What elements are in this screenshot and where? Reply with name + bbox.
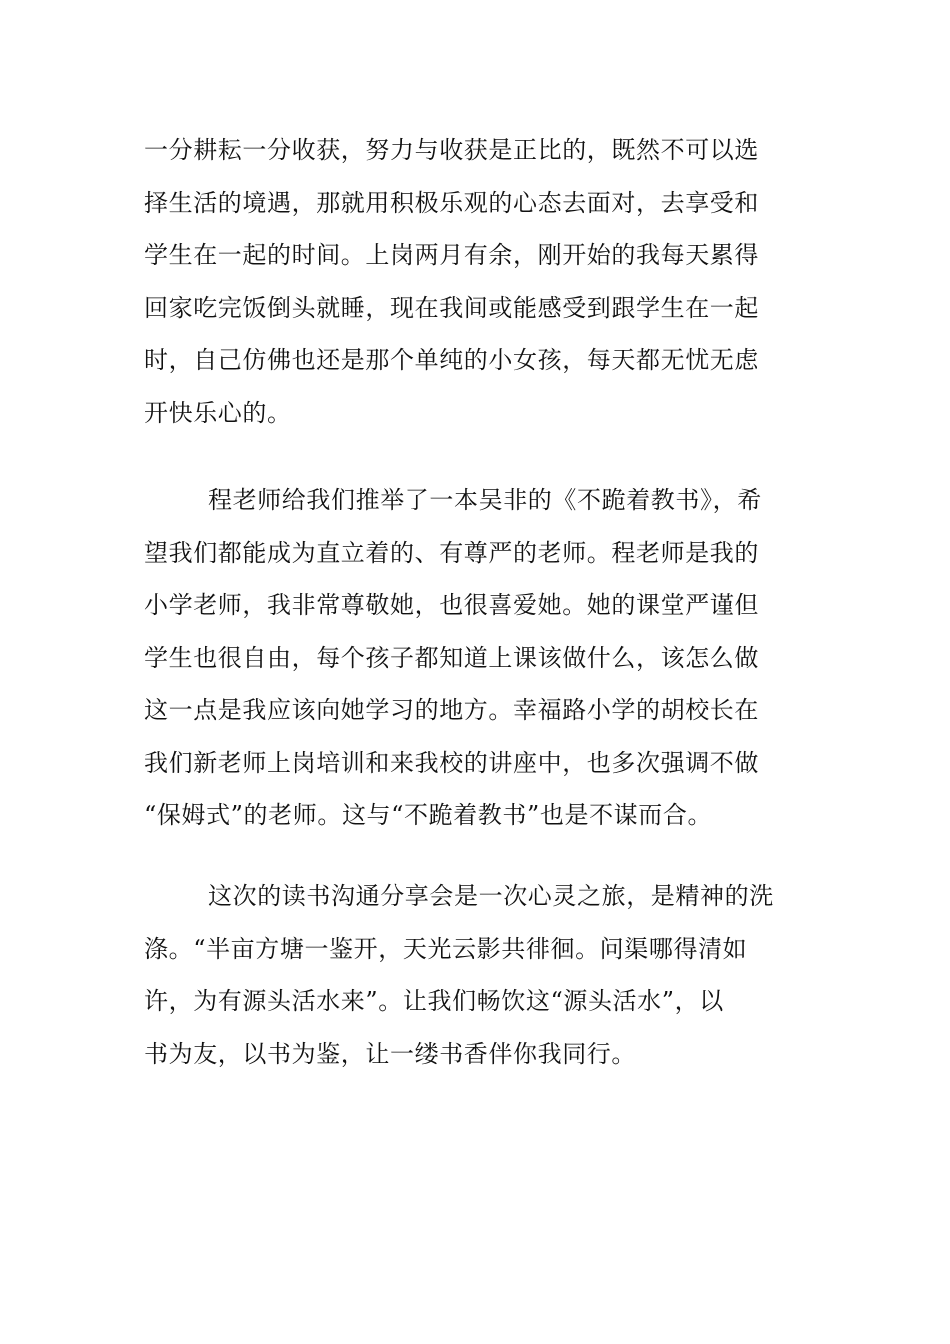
- text-line: 时，自己仿佛也还是那个单纯的小女孩，每天都无忧无虑: [144, 346, 759, 374]
- text-line: 学生在一起的时间。上岗两月有余，刚开始的我每天累得: [144, 241, 759, 269]
- text-line: 涤。“半亩方塘一鉴开，天光云影共徘徊。问渠哪得清如: [144, 934, 748, 963]
- text-line: 望我们都能成为直立着的、有尊严的老师。程老师是我的: [144, 538, 759, 567]
- text-line: 小学老师，我非常尊敬她，也很喜爱她。她的课堂严谨但: [144, 591, 759, 619]
- text-line: 一分耕耘一分收获，努力与收获是正比的，既然不可以选: [144, 136, 759, 164]
- text-line: 这一点是我应该向她学习的地方。幸福路小学的胡校长在: [144, 696, 759, 724]
- text-line: 开快乐心的。: [144, 398, 292, 427]
- text-line-indented: 这次的读书沟通分享会是一次心灵之旅，是精神的洗: [208, 882, 774, 910]
- paragraph-1: [144, 124, 824, 439]
- text-line: 许，为有源头活水来”。让我们畅饮这“源头活水”，以: [144, 987, 724, 1015]
- text-line: 学生也很自由，每个孩子都知道上课该做什么，该怎么做: [144, 643, 759, 672]
- paragraph-3: [144, 870, 824, 1080]
- text-line-indented: 程老师给我们推举了一本吴非的《不跪着教书》，希: [208, 486, 762, 514]
- text-line: 书为友，以书为鉴，让一缕书香伴你我同行。: [144, 1039, 636, 1068]
- paragraph-2: [144, 474, 824, 842]
- text-line: 我们新老师上岗培训和来我校的讲座中，也多次强调不做: [144, 748, 759, 777]
- text-line: “保姆式”的老师。这与“不跪着教书”也是不谋而合。: [144, 801, 713, 829]
- text-line: 择生活的境遇，那就用积极乐观的心态去面对，去享受和: [144, 188, 759, 217]
- text-line: 回家吃完饭倒头就睡，现在我间或能感受到跟学生在一起: [144, 293, 759, 322]
